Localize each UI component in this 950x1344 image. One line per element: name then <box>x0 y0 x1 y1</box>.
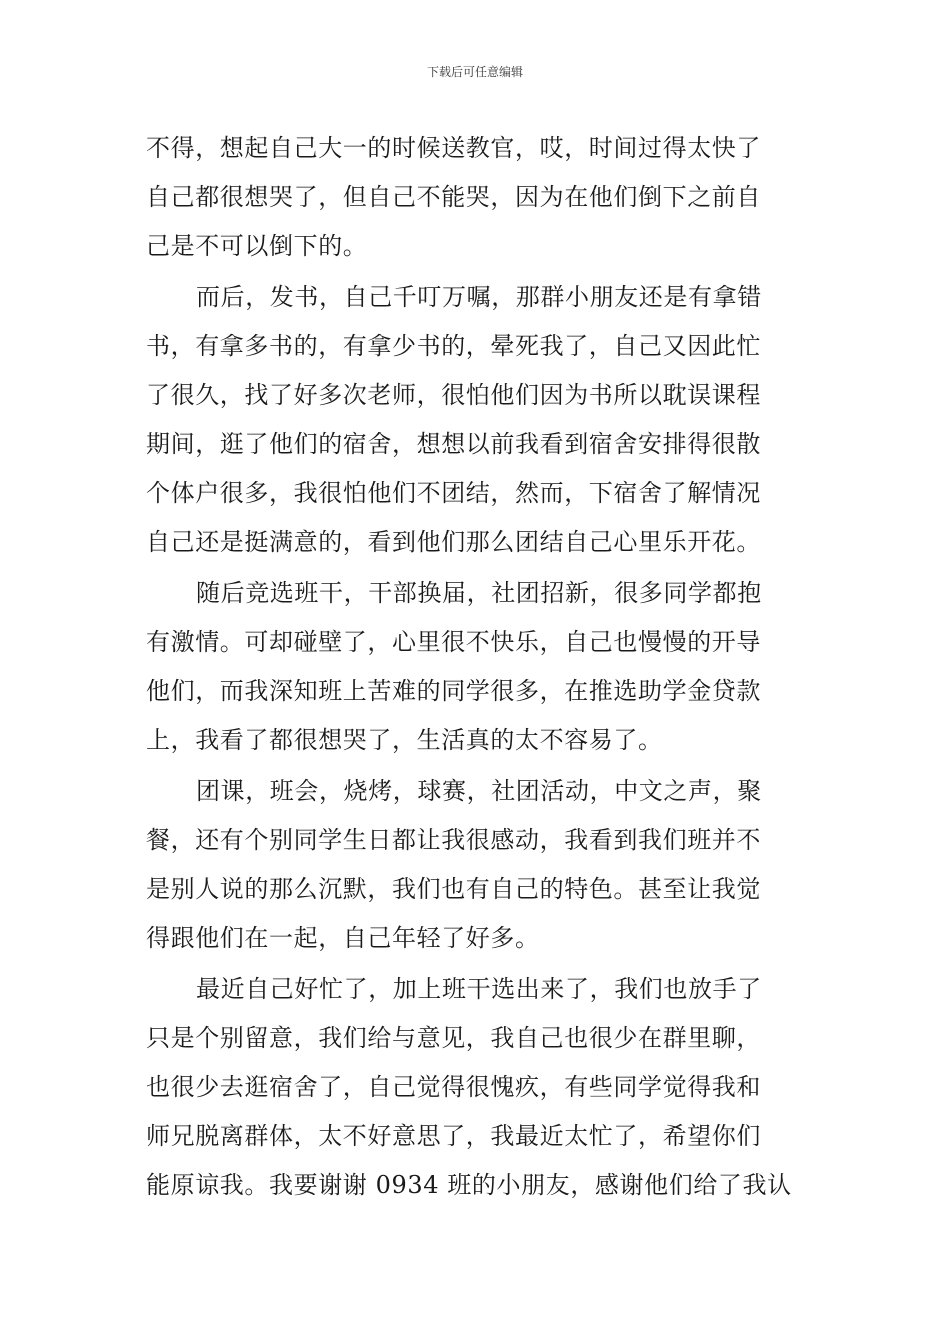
text-line: 而后，发书，自己千叮万嘱，那群小朋友还是有拿错 <box>196 283 762 311</box>
text-line: 随后竞选班干，干部换届，社团招新，很多同学都抱 <box>196 579 762 607</box>
paragraph <box>146 767 810 963</box>
paragraph <box>146 569 810 765</box>
page-header: 下载后可任意编辑 <box>426 65 523 79</box>
text-line: 是别人说的那么沉默，我们也有自己的特色。甚至让我觉 <box>146 875 761 903</box>
text-line: 师兄脱离群体，太不好意思了，我最近太忙了，希望你们 <box>146 1122 761 1150</box>
paragraph <box>146 965 810 1210</box>
text-line: 只是个别留意，我们给与意见，我自己也很少在群里聊， <box>146 1024 761 1052</box>
paragraph <box>146 273 810 567</box>
text-line: 能原谅我。我要谢谢 0934 班的小朋友，感谢他们给了我认 <box>146 1171 792 1199</box>
text-line: 了很久，找了好多次老师，很怕他们因为书所以耽误课程 <box>146 381 761 409</box>
text-line: 个体户很多，我很怕他们不团结，然而，下宿舍了解情况 <box>146 479 761 507</box>
text-line: 自己还是挺满意的，看到他们那么团结自己心里乐开花。 <box>146 528 761 556</box>
text-line: 期间，逛了他们的宿舍，想想以前我看到宿舍安排得很散 <box>146 430 761 458</box>
text-line: 自己都很想哭了，但自己不能哭，因为在他们倒下之前自 <box>146 183 761 211</box>
text-line: 也很少去逛宿舍了，自己觉得很愧疚，有些同学觉得我和 <box>146 1073 761 1101</box>
paragraph <box>146 124 810 271</box>
text-line: 团课，班会，烧烤，球赛，社团活动，中文之声，聚 <box>196 777 762 805</box>
text-line: 己是不可以倒下的。 <box>146 232 368 260</box>
text-line: 不得，想起自己大一的时候送教官，哎，时间过得太快了 <box>146 134 761 162</box>
text-line: 得跟他们在一起，自己年轻了好多。 <box>146 924 540 952</box>
text-line: 餐，还有个别同学生日都让我很感动，我看到我们班并不 <box>146 826 761 854</box>
document-body <box>146 124 810 1210</box>
text-line: 他们，而我深知班上苦难的同学很多，在推选助学金贷款 <box>146 677 761 705</box>
text-line: 有激情。可却碰壁了，心里很不快乐，自己也慢慢的开导 <box>146 628 761 656</box>
text-line: 最近自己好忙了，加上班干选出来了，我们也放手了 <box>196 975 762 1003</box>
text-line: 上，我看了都很想哭了，生活真的太不容易了。 <box>146 726 663 754</box>
text-line: 书，有拿多书的，有拿少书的，晕死我了，自己又因此忙 <box>146 332 761 360</box>
